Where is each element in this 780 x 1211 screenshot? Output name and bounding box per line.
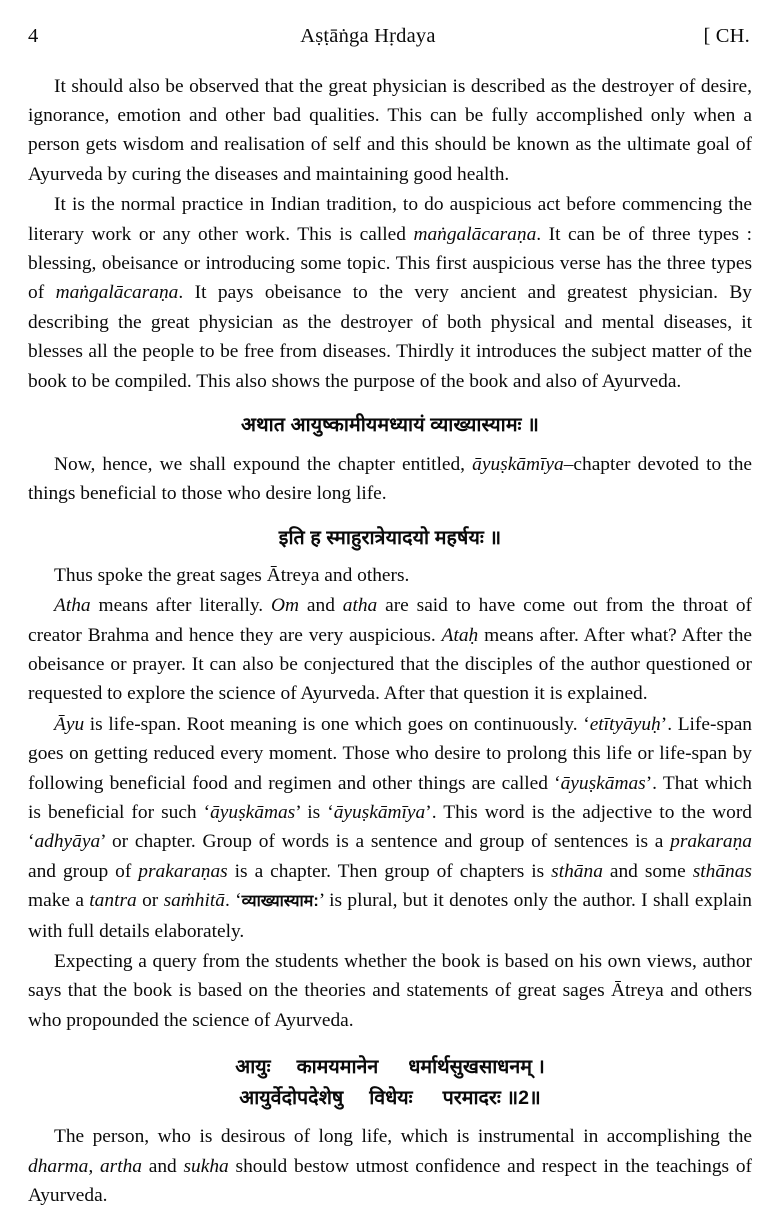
paragraph-6-text-d: ’ is ‘ (295, 802, 334, 824)
paragraph-6-text-j: make a (28, 890, 90, 912)
verse-3-line-2-segment-2: विधेयः (369, 1087, 413, 1110)
paragraph-8-text-a: The person, who is desirous of long life, which is instrumental in accomplishing the (54, 1126, 752, 1148)
paragraph-6-text-i: and some (602, 860, 693, 882)
sanskrit-verse-1: अथात आयुष्कामीयमध्यायं व्याख्यास्यामः ॥ (241, 413, 539, 436)
term-ayuskamas-2: āyuṣkāmas (210, 802, 296, 824)
paragraph-7 (28, 947, 752, 1035)
paragraph-8-text-c: should bestow utmost confidence and respect in the teachings of Ayurveda. (28, 1155, 752, 1207)
paragraph-6-text-m: ’ is plural, but it denotes only the author. I shall explain with full details elaborately. (28, 890, 752, 942)
sanskrit-verse-2: इति ह स्माहुरात्रेयादयो महर्षयः ॥ (278, 526, 502, 549)
paragraph-6-text-h: is a chapter. Then group of chapters is (227, 860, 552, 882)
paragraph-4-text: Thus spoke the great sages Ātreya and others. (54, 564, 410, 586)
term-tantra: tantra (89, 890, 137, 912)
paragraph-6-text-c: ’. That which is beneficial for such ‘ (28, 772, 752, 824)
sanskrit-verse-3-line-1 (28, 1052, 752, 1083)
paragraph-3 (28, 450, 752, 509)
paragraph-7-text: Expecting a query from the students whether the book is based on his own views, author says that the book is based on the theories and statements of great sages Ātreya and others who propounded the science of Ayurveda. (28, 951, 752, 1031)
term-ayuskamas-1: āyuṣkāmas (560, 772, 646, 794)
term-etityayuh: etītyāyuḥ (589, 713, 661, 735)
term-prakaranas: prakaraṇas (138, 860, 228, 882)
paragraph-5 (28, 591, 752, 709)
verse-spacer (343, 1083, 369, 1114)
paragraph-6-text-l: . ‘ (224, 890, 242, 912)
paragraph-2-text-a: It is the normal practice in Indian tradition, to do auspicious act before commencing the literary work or any other work. This is called (28, 194, 752, 245)
inline-devanagari-vyakhyasyamah: व्याख्यास्याम: (241, 892, 319, 911)
page-number: 4 (28, 25, 39, 47)
running-head (28, 0, 752, 47)
term-ayuskamiya: āyuṣkāmīya (472, 453, 564, 475)
term-adhyaya: adhyāya (34, 831, 101, 853)
verse-3-line-1-segment-3: धर्मार्थसुखसाधनम् । (408, 1056, 545, 1079)
verse-3-line-1-segment-1: आयुः (235, 1056, 271, 1079)
page-content (28, 0, 752, 1211)
verse-3-line-2-segment-1: आयुर्वेदोपदेशेषु (239, 1087, 344, 1110)
verse-3-line-2-segment-3: परमादरः ॥2॥ (442, 1087, 541, 1110)
verse-spacer (413, 1083, 443, 1114)
term-sthana: sthāna (551, 860, 603, 882)
paragraph-8-text-b: and (141, 1155, 184, 1177)
term-atha-2: atha (342, 595, 378, 617)
term-ayu: Āyu (54, 713, 85, 735)
chapter-marker: [ CH. (703, 25, 750, 47)
paragraph-3-text-a: Now, hence, we shall expound the chapter entitled, (54, 453, 473, 475)
paragraph-6-text-k: or (136, 890, 164, 912)
term-mangalacarana-2: maṅgalācaraṇa (55, 282, 179, 304)
term-samhita: saṁhitā (163, 890, 225, 912)
book-title: Aṣṭāṅga Hṛdaya (300, 25, 436, 47)
paragraph-6-text-e: ’. This word is the adjective to the word ‘ (28, 802, 752, 853)
term-atha-1: Atha (54, 595, 91, 617)
paragraph-2 (28, 190, 752, 396)
paragraph-6-text-f: ’ or chapter. Group of words is a sentence and group of sentences is a (100, 831, 671, 853)
paragraph-3-text-b: –chapter devoted to the things beneficial to those who desire long life. (28, 453, 752, 505)
term-atah: Ataḥ (441, 624, 479, 646)
paragraph-8 (28, 1122, 752, 1210)
paragraph-6 (28, 710, 752, 946)
term-dharma-artha: dharma, artha (28, 1155, 142, 1177)
paragraph-1 (28, 72, 752, 190)
paragraph-2-text-b: . It can be of three types : blessing, obeisance or introducing some topic. This first auspicious verse has the three types of (28, 223, 752, 304)
term-sthanas: sthānas (692, 860, 752, 882)
paragraph-6-text-b: ’. Life-span goes on getting reduced every moment. Those who desire to prolong this life or life-span by following beneficial food and regimen and other things are called ‘ (28, 713, 752, 794)
paragraph-4 (28, 561, 752, 590)
paragraph-1-text: It should also be observed that the great physician is described as the destroyer of desire, ignorance, emotion and other bad qualities. This can be fully accomplished only when a person gets wisdom and realisation of self and this should be known as the ultimate goal of Ayurveda by curing the diseases and maintaining good health. (28, 75, 752, 185)
sanskrit-verse-3 (28, 1052, 752, 1114)
paragraph-6-text-a: is life-span. Root meaning is one which goes on continuously. ‘ (84, 713, 590, 735)
term-ayuskamiya-2: āyuṣkāmīya (333, 802, 426, 824)
paragraph-5-text-a: means after literally. (90, 595, 272, 617)
term-prakarana: prakaraṇa (670, 831, 752, 853)
paragraph-6-text-g: and group of (28, 860, 139, 882)
paragraph-5-text-b: and (299, 595, 343, 617)
verse-spacer (378, 1052, 408, 1083)
paragraph-5-text-c: are said to have come out from the throat of creator Brahma and hence they are very auspicious. (28, 595, 752, 646)
paragraph-2-text-c: . It pays obeisance to the very ancient and greatest physician. By describing the great physician as the destroyer of both physical and mental diseases, it blesses all the people to be free from diseases. Thirdly it introduces the subject matter of the book to be compiled. This also shows the purpose of the book and also of Ayurveda. (28, 282, 752, 392)
paragraph-5-text-d: means after. After what? After the obeisance or prayer. It can also be conjectured that the disciples of the author questioned or requested to explore the science of Ayurveda. After that question it is explained. (28, 624, 752, 705)
term-om: Om (271, 595, 300, 617)
sanskrit-verse-3-line-2 (28, 1083, 752, 1114)
term-sukha: sukha (183, 1155, 229, 1177)
verse-spacer (271, 1052, 297, 1083)
verse-3-line-1-segment-2: कामयमानेन (296, 1056, 379, 1079)
term-mangalacarana-1: maṅgalācaraṇa (413, 223, 537, 245)
